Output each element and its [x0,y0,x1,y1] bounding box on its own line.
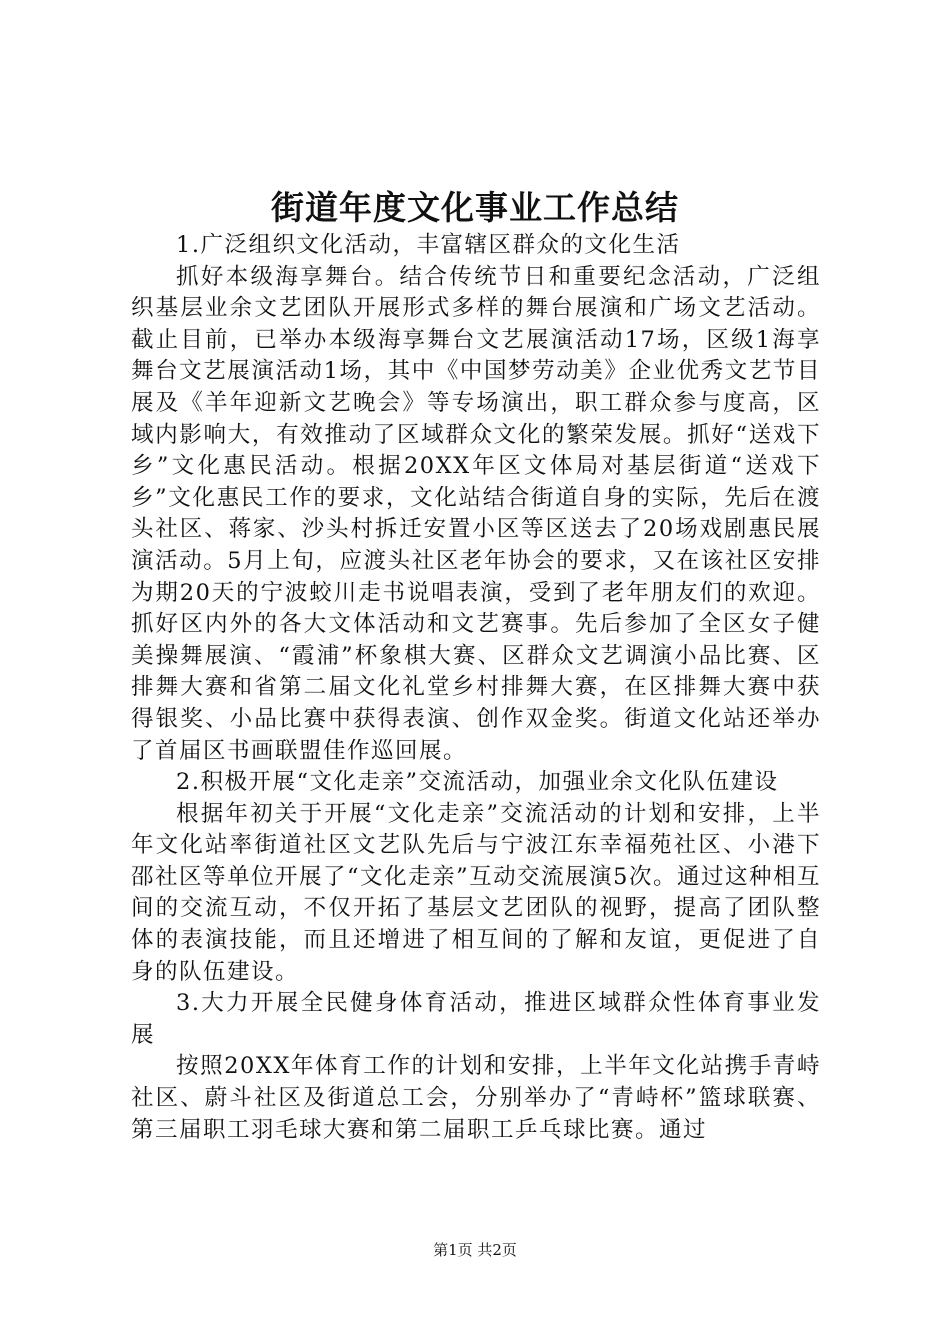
page-indicator: 第1页 共2页 [433,1241,517,1259]
section-heading-1: 1.广泛组织文化活动，丰富辖区群众的文化生活 [176,232,681,258]
document-title: 街道年度文化事业工作总结 [271,188,679,227]
body-paragraph-2: 根据年初关于开展“文化走亲”交流活动的计划和安排，上半年文化站率街道社区文艺队先后与宁波江东幸福苑社区、小港下邵社区等单位开展了“文化走亲”互动交流展演5次。通过这种相互间的交流互动，不仅开拓了基层文艺团队的视野，提高了团队整体的表演技能，而且还增进了相互间的了解和友谊，更促进了自身的队伍建设。 [131,800,821,985]
body-paragraph-3: 按照20XX年体育工作的计划和安排，上半年文化站携手青峙社区、蔚斗社区及街道总工会，分别举办了“青峙杯”篮球联赛、第三届职工羽毛球大赛和第二届职工乒乓球比赛。通过 [131,1053,821,1143]
body-paragraph-1: 抓好本级海享舞台。结合传统节日和重要纪念活动，广泛组织基层业余文艺团队开展形式多样的舞台展演和广场文艺活动。截止目前，已举办本级海享舞台文艺展演活动17场，区级1海享舞台文艺展演活动1场，其中《中国梦劳动美》企业优秀文艺节目展及《羊年迎新文艺晚会》等专场演出，职工群众参与度高，区域内影响大，有效推动了区域群众文化的繁荣发展。抓好“送戏下乡”文化惠民活动。根据20XX年区文体局对基层街道“送戏下乡”文化惠民工作的要求，文化站结合街道自身的实际，先后在渡头社区、蒋家、沙头村拆迁安置小区等区送去了20场戏剧惠民展演活动。5月上旬，应渡头社区老年协会的要求，又在该社区安排为期20天的宁波蛟川走书说唱表演，受到了老年朋友们的欢迎。抓好区内外的各大文体活动和文艺赛事。先后参加了全区女子健美操舞展演、“霞浦”杯象棋大赛、区群众文艺调演小品比赛、区排舞大赛和省第二届文化礼堂乡村排舞大赛，在区排舞大赛中获得银奖、小品比赛中获得表演、创作双金奖。街道文化站还举办了首届区书画联盟佳作巡回展。 [131,263,821,764]
section-heading-3: 3.大力开展全民健身体育活动，推进区域群众性体育事业发展 [131,990,821,1048]
section-heading-2: 2.积极开展“文化走亲”交流活动，加强业余文化队伍建设 [176,769,779,796]
document-body [131,230,821,1146]
